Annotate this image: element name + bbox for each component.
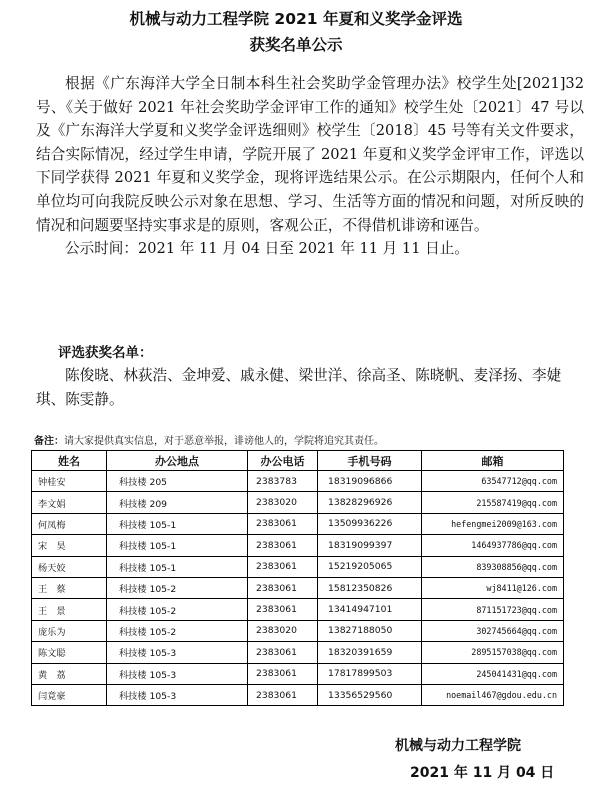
cell-office: 科技楼 205 xyxy=(107,471,248,492)
table-row xyxy=(32,535,564,556)
cell-mobile: 13356529560 xyxy=(318,684,422,705)
cell-email: 215587419@qq.com xyxy=(422,492,564,513)
cell-mobile: 18320391659 xyxy=(318,642,422,663)
cell-office-phone: 2383020 xyxy=(248,492,318,513)
cell-name: 何凤梅 xyxy=(32,513,107,534)
header-mobile: 手机号码 xyxy=(318,451,422,471)
cell-name: 杨天姣 xyxy=(32,556,107,577)
cell-mobile: 17817899503 xyxy=(318,663,422,684)
cell-name: 王 景 xyxy=(32,599,107,620)
table-row xyxy=(32,663,564,684)
cell-office-phone: 2383061 xyxy=(248,577,318,598)
table-row xyxy=(32,513,564,534)
cell-email: hefengmei2009@163.com xyxy=(422,513,564,534)
cell-office: 科技楼 105-1 xyxy=(107,556,248,577)
announcement-body xyxy=(36,72,584,261)
signature-organization: 机械与动力工程学院 xyxy=(395,738,521,754)
cell-mobile: 15812350826 xyxy=(318,577,422,598)
cell-mobile: 18319096866 xyxy=(318,471,422,492)
table-row xyxy=(32,471,564,492)
cell-office: 科技楼 105-2 xyxy=(107,599,248,620)
table-row xyxy=(32,492,564,513)
cell-name: 庞乐为 xyxy=(32,620,107,641)
cell-office-phone: 2383061 xyxy=(248,663,318,684)
note-label: 备注： xyxy=(34,436,64,447)
cell-mobile: 13414947101 xyxy=(318,599,422,620)
cell-mobile: 13827188050 xyxy=(318,620,422,641)
cell-office-phone: 2383061 xyxy=(248,556,318,577)
header-email: 邮箱 xyxy=(422,451,564,471)
cell-office-phone: 2383061 xyxy=(248,599,318,620)
cell-email: 63547712@qq.com xyxy=(422,471,564,492)
cell-office-phone: 2383061 xyxy=(248,513,318,534)
cell-email: 2895157038@qq.com xyxy=(422,642,564,663)
table-row xyxy=(32,642,564,663)
cell-office-phone: 2383061 xyxy=(248,684,318,705)
table-row xyxy=(32,599,564,620)
contact-table xyxy=(31,450,564,706)
note xyxy=(34,432,384,447)
cell-office: 科技楼 105-2 xyxy=(107,577,248,598)
title-line-1: 机械与动力工程学院 2021 年夏和义奖学金评选 xyxy=(129,10,463,28)
cell-office: 科技楼 105-2 xyxy=(107,620,248,641)
header-name: 姓名 xyxy=(32,451,107,471)
main-paragraph: 根据《广东海洋大学全日制本科生社会奖助学金管理办法》校学生处[2021]32 号、《关于做好 2021 年社会奖助学金评审工作的通知》校学生处〔2021〕47 号以及《广东海洋大学夏和义奖学金评选细则》校学生〔2018〕45 号等有关文件要求，结合实际情况，经过学生申请，学院开展了 2021 年夏和义奖学金评审工作，评选以下同学获得 2021 年夏和义奖学金，现将评选结果公示。在公示期限内，任何个人和单位均可向我院反映公示对象在思想、学习、生活等方面的情况和问题，对所反映的情况和问题要坚持实事求是的原则，客观公正，不得借机诽谤和诬告。 xyxy=(36,75,584,234)
table-header-row xyxy=(32,451,564,471)
table-row xyxy=(32,556,564,577)
table-row xyxy=(32,620,564,641)
cell-mobile: 13509936226 xyxy=(318,513,422,534)
cell-email: 302745664@qq.com xyxy=(422,620,564,641)
signature-date: 2021 年 11 月 04 日 xyxy=(410,765,555,781)
cell-email: noemail467@gdou.edu.cn xyxy=(422,684,564,705)
header-office: 办公地点 xyxy=(107,451,248,471)
cell-office: 科技楼 105-1 xyxy=(107,535,248,556)
cell-email: 245041431@qq.com xyxy=(422,663,564,684)
cell-name: 闫竟豪 xyxy=(32,684,107,705)
cell-office: 科技楼 105-3 xyxy=(107,663,248,684)
cell-office: 科技楼 105-3 xyxy=(107,642,248,663)
cell-email: 1464937786@qq.com xyxy=(422,535,564,556)
cell-name: 李文娟 xyxy=(32,492,107,513)
cell-name: 王 蔡 xyxy=(32,577,107,598)
table-row xyxy=(32,577,564,598)
cell-name: 陈文聪 xyxy=(32,642,107,663)
winners-list: 陈俊晓、林荻浩、金坤爱、戚永健、梁世洋、徐高圣、陈晓帆、麦泽扬、李婕琪、陈雯静。 xyxy=(36,367,562,408)
cell-mobile: 15219205065 xyxy=(318,556,422,577)
cell-name: 宋 昊 xyxy=(32,535,107,556)
cell-office-phone: 2383783 xyxy=(248,471,318,492)
publicity-period: 公示时间：2021 年 11 月 04 日至 2021 年 11 月 11 日止。 xyxy=(65,240,469,258)
note-text: 请大家提供真实信息，对于恶意举报，诽谤他人的，学院将追究其责任。 xyxy=(64,436,384,447)
cell-email: wj8411@126.com xyxy=(422,577,564,598)
cell-office: 科技楼 105-1 xyxy=(107,513,248,534)
winners-heading: 评选获奖名单： xyxy=(58,345,153,361)
title-line-2: 获奖名单公示 xyxy=(249,36,343,54)
table-row xyxy=(32,684,564,705)
cell-email: 871151723@qq.com xyxy=(422,599,564,620)
cell-name: 钟桂安 xyxy=(32,471,107,492)
cell-mobile: 18319099397 xyxy=(318,535,422,556)
cell-office: 科技楼 105-3 xyxy=(107,684,248,705)
cell-email: 839308856@qq.com xyxy=(422,556,564,577)
cell-office-phone: 2383061 xyxy=(248,535,318,556)
cell-office-phone: 2383020 xyxy=(248,620,318,641)
header-office-phone: 办公电话 xyxy=(248,451,318,471)
table-body xyxy=(32,471,564,706)
cell-mobile: 13828296926 xyxy=(318,492,422,513)
cell-office-phone: 2383061 xyxy=(248,642,318,663)
cell-name: 黄 荔 xyxy=(32,663,107,684)
cell-office: 科技楼 209 xyxy=(107,492,248,513)
